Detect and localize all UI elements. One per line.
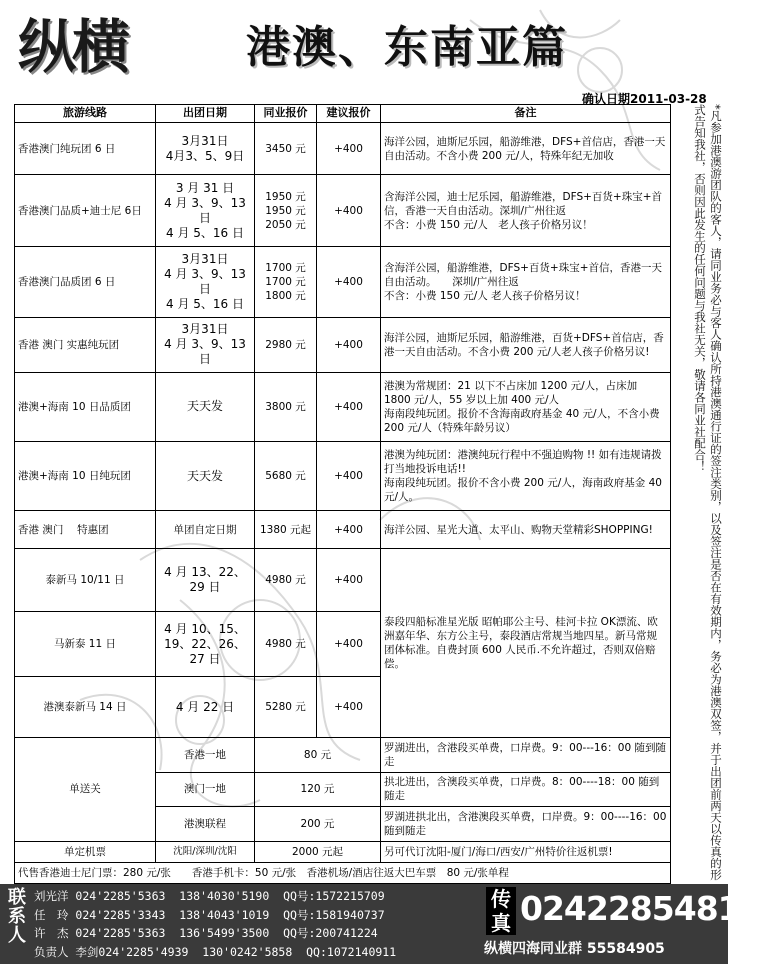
route-cell: 香港澳门品质团 6 日 bbox=[15, 246, 156, 317]
suggest-cell: +400 bbox=[317, 175, 381, 246]
dates-cell: 3月31日 4月3、5、9日 bbox=[156, 122, 255, 174]
table-row bbox=[15, 318, 671, 373]
table-row bbox=[15, 511, 671, 549]
ticket-note: 另可代订沈阳-厦门/海口/西安/广州特价往返机票! bbox=[381, 841, 671, 862]
price-cell: 4980 元 bbox=[255, 612, 317, 677]
footer-line: 代售香港迪士尼门票：280 元/张 香港手机卡：50 元/张 香港机场/酒店往返大巴车票 80 元/张单程 bbox=[15, 862, 671, 883]
transfer-price: 120 元 bbox=[255, 772, 381, 807]
brand-logo bbox=[18, 6, 228, 88]
dates-cell: 4 月 10、15、19、22、26、27 日 bbox=[156, 612, 255, 677]
price-cell: 5680 元 bbox=[255, 441, 317, 510]
note-cell: 港澳为纯玩团：港澳纯玩行程中不强迫购物 !! 如有违规请拨打当地投诉电话!! 海南段纯玩团。报价不含小费 200 元/人，海南政府基金 40 元/人。 bbox=[381, 441, 671, 510]
route-cell: 马新泰 11 日 bbox=[15, 612, 156, 677]
route-cell: 港澳+海南 10 日纯玩团 bbox=[15, 441, 156, 510]
transfer-price: 200 元 bbox=[255, 807, 381, 842]
transfer-note: 罗湖进出，含港段买单费，口岸费。9：00---16：00 随到随走 bbox=[381, 737, 671, 772]
dates-cell: 天天发 bbox=[156, 372, 255, 441]
price-cell: 2980 元 bbox=[255, 318, 317, 373]
brand-logo-text: 纵横 bbox=[18, 13, 127, 81]
suggest-cell: +400 bbox=[317, 677, 381, 738]
route-cell: 港澳泰新马 14 日 bbox=[15, 677, 156, 738]
col-header-dates: 出团日期 bbox=[156, 105, 255, 123]
suggest-cell: +400 bbox=[317, 318, 381, 373]
suggest-cell: +400 bbox=[317, 511, 381, 549]
dates-cell: 4 月 22 日 bbox=[156, 677, 255, 738]
table-row bbox=[15, 549, 671, 612]
contacts-list bbox=[34, 887, 396, 961]
route-cell: 香港澳门纯玩团 6 日 bbox=[15, 122, 156, 174]
table-row bbox=[15, 737, 671, 772]
ticket-price: 2000 元起 bbox=[255, 841, 381, 862]
col-header-suggest: 建议报价 bbox=[317, 105, 381, 123]
note-cell: 海洋公园、星光大道、太平山、购物天堂精彩SHOPPING! bbox=[381, 511, 671, 549]
transfer-price: 80 元 bbox=[255, 737, 381, 772]
contact-line: 任 玲 024'2285'3343 138'4043'1019 QQ号:1581940737 bbox=[34, 907, 385, 922]
suggest-cell: +400 bbox=[317, 246, 381, 317]
contact-line: 负责人 李剑024'2285'4939 130'0242'5858 QQ:1072140911 bbox=[34, 944, 397, 959]
transfer-name: 港澳联程 bbox=[156, 807, 255, 842]
table-row bbox=[15, 441, 671, 510]
note-cell: 海洋公园，迪斯尼乐园，船游维港，DFS+首信店，香港一天自由活动。不含小费 200 元/人，特殊年纪无加收 bbox=[381, 122, 671, 174]
route-cell: 香港 澳门 实惠纯玩团 bbox=[15, 318, 156, 373]
price-cell: 4980 元 bbox=[255, 549, 317, 612]
table-row bbox=[15, 122, 671, 174]
price-cell: 1950 元 1950 元 2050 元 bbox=[255, 175, 317, 246]
table-header-row bbox=[15, 105, 671, 123]
note-cell: 含海洋公园，船游维港，DFS+百货+珠宝+首信，香港一天自由活动。 深圳/广州往返 不含：小费 150 元/人 老人孩子价格另议！ bbox=[381, 246, 671, 317]
price-cell: 3800 元 bbox=[255, 372, 317, 441]
table-row bbox=[15, 372, 671, 441]
contacts-label: 联系人 bbox=[8, 887, 26, 946]
table-row bbox=[15, 246, 671, 317]
note-cell: 港澳为常规团：21 以下不占床加 1200 元/人，占床加 1800 元/人，55 岁以上加 400 元/人 海南段纯玩团。报价不含海南政府基金 40 元/人，不含小费 200 元/人（特殊年龄另议） bbox=[381, 372, 671, 441]
note-cell: 含海洋公园，迪士尼乐园，船游维港，DFS+百货+珠宝+首信，香港一天自由活动。深圳/广州往返 不含：小费 150 元/人 老人孩子价格另议！ bbox=[381, 175, 671, 246]
transfer-note: 拱北进出，含澳段买单费，口岸费。8：00----18：00 随到随走 bbox=[381, 772, 671, 807]
dates-cell: 单团自定日期 bbox=[156, 511, 255, 549]
price-cell: 1700 元 1700 元 1800 元 bbox=[255, 246, 317, 317]
contact-line: 许 杰 024'2285'5363 136'5499'3500 QQ号:200741224 bbox=[34, 926, 378, 941]
price-cell: 1380 元起 bbox=[255, 511, 317, 549]
fax-number: 02422854810 bbox=[520, 889, 762, 928]
dates-cell: 3月31日 4 月 3、9、13日 bbox=[156, 318, 255, 373]
page-title: 港澳、东南亚篇 bbox=[246, 22, 568, 73]
transfer-name: 澳门一地 bbox=[156, 772, 255, 807]
col-header-price: 同业报价 bbox=[255, 105, 317, 123]
transfer-name: 香港一地 bbox=[156, 737, 255, 772]
dates-cell: 天天发 bbox=[156, 441, 255, 510]
dates-cell: 4 月 13、22、29 日 bbox=[156, 549, 255, 612]
dates-cell: 3 月 31 日 4 月 3、9、13日 4 月 5、16 日 bbox=[156, 175, 255, 246]
price-cell: 5280 元 bbox=[255, 677, 317, 738]
ticket-label: 单定机票 bbox=[15, 841, 156, 862]
route-cell: 泰新马 10/11 日 bbox=[15, 549, 156, 612]
suggest-cell: +400 bbox=[317, 612, 381, 677]
dates-cell: 3月31日 4 月 3、9、13日 4 月 5、16 日 bbox=[156, 246, 255, 317]
suggest-cell: +400 bbox=[317, 441, 381, 510]
suggest-cell: +400 bbox=[317, 122, 381, 174]
contact-line: 刘光洋 024'2285'5363 138'4030'5190 QQ号:1572215709 bbox=[34, 889, 385, 903]
fax-label: 传真 bbox=[486, 887, 516, 935]
col-header-note: 备注 bbox=[381, 105, 671, 123]
transfer-label: 单送关 bbox=[15, 737, 156, 841]
table-row bbox=[15, 841, 671, 862]
sea-note-cell: 泰段四船标准星光版 昭帕耶公主号、桂河卡拉 OK漂流、欧洲嘉年华、东方公主号，泰段酒店常规当地四星。新马常规团体标准。自费封顶 600 人民币.不允许超过，否则双倍赔偿。 bbox=[381, 549, 671, 738]
transfer-note: 罗湖进拱北出，含港澳段买单费，口岸费。9：00----16：00 随到随走 bbox=[381, 807, 671, 842]
note-cell: 海洋公园，迪斯尼乐园，船游维港，百货+DFS+首信店，香港一天自由活动。不含小费 200 元/人老人孩子价格另议! bbox=[381, 318, 671, 373]
route-cell: 香港 澳门 特惠团 bbox=[15, 511, 156, 549]
confirm-date: 确认日期2011-03-28 bbox=[582, 92, 707, 106]
ticket-route: 沈阳/深圳/沈阳 bbox=[156, 841, 255, 862]
table-footer-row bbox=[15, 862, 671, 883]
route-cell: 香港澳门品质+迪士尼 6日 bbox=[15, 175, 156, 246]
suggest-cell: +400 bbox=[317, 372, 381, 441]
price-cell: 3450 元 bbox=[255, 122, 317, 174]
group-number: 纵横四海同业群 55584905 bbox=[484, 941, 665, 957]
itinerary-table bbox=[14, 104, 671, 884]
col-header-route: 旅游线路 bbox=[15, 105, 156, 123]
suggest-cell: +400 bbox=[317, 549, 381, 612]
route-cell: 港澳+海南 10 日品质团 bbox=[15, 372, 156, 441]
side-note: *凡参加港澳游团队的客人，请同业务必与客人确认所持港澳通行证的签注类别，以及签注是否在有效期内，务必为港澳双签，并于出团前两天以传真的形式告知我社，否则因此发生的任何问题与我社无关，敬请各同业社配合！ bbox=[693, 104, 723, 881]
table-row bbox=[15, 175, 671, 246]
